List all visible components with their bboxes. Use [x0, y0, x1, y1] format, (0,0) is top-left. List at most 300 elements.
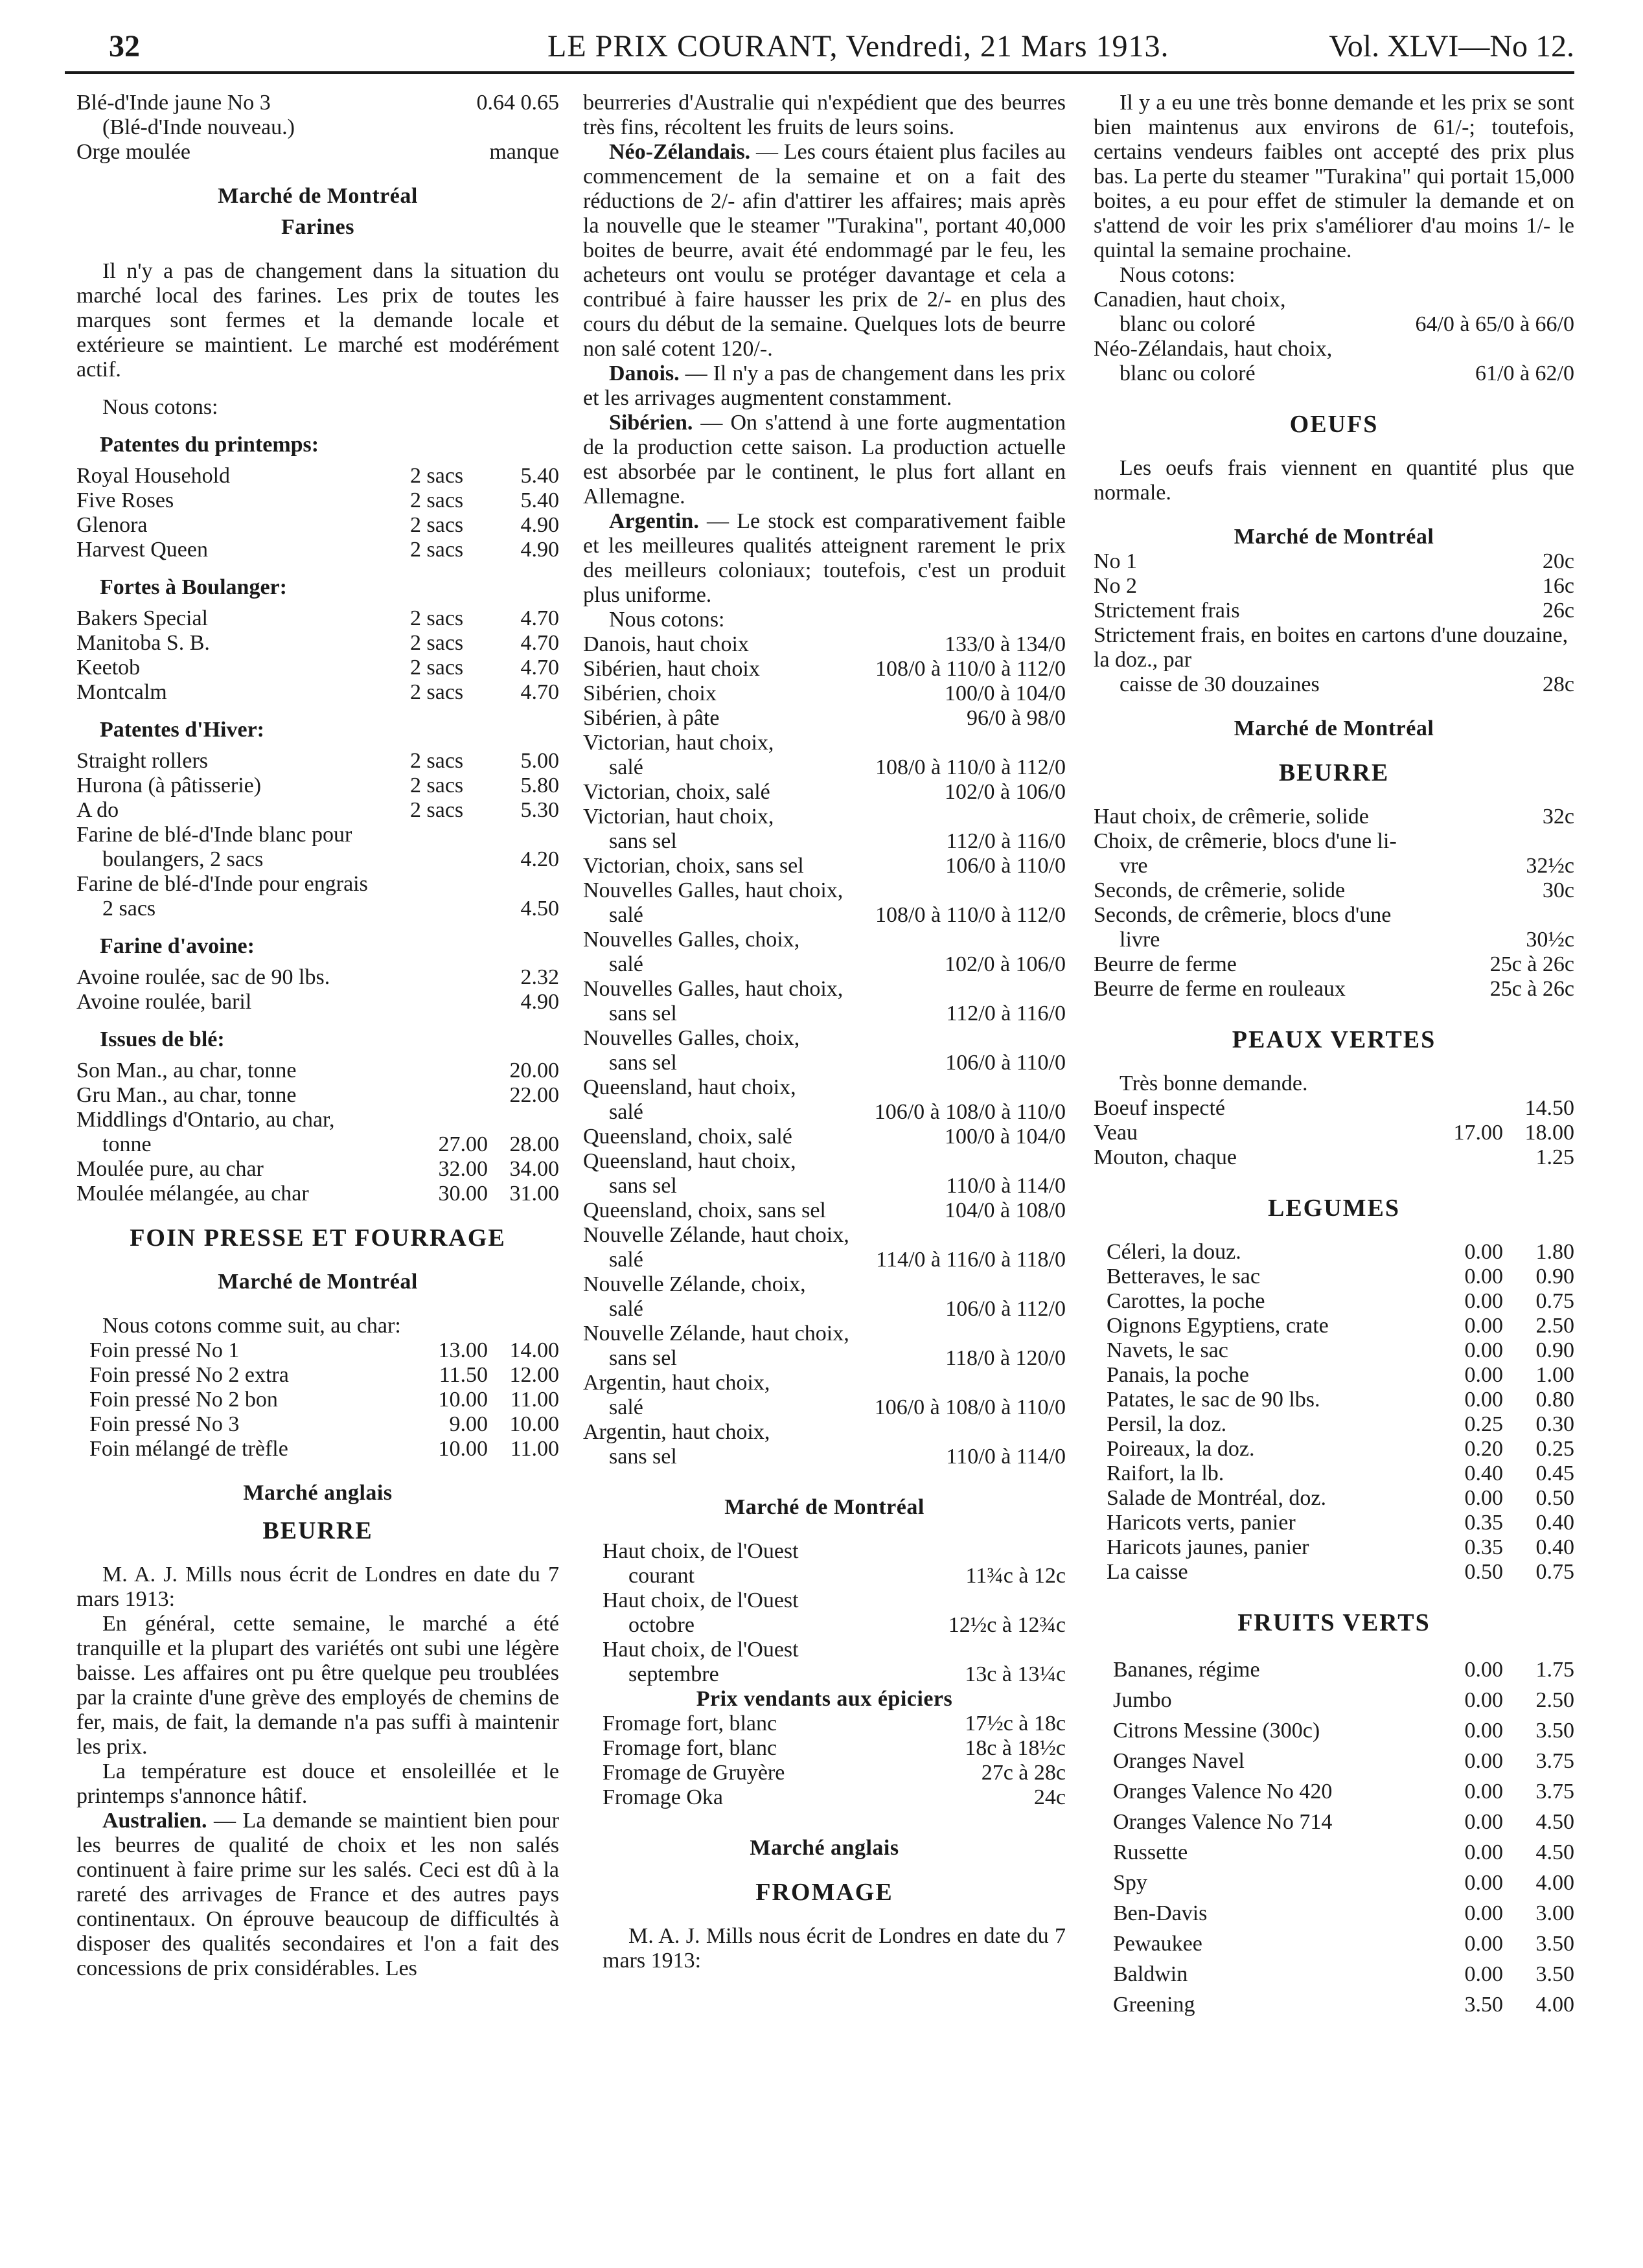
price-high: 0.30 — [1535, 1412, 1574, 1436]
price-row — [583, 682, 1066, 706]
item-name: Son Man., au char, tonne — [76, 1059, 297, 1082]
item-name: Victorian, choix, sans sel — [583, 854, 804, 878]
price-row — [1107, 1511, 1574, 1535]
price-low: 10.00 — [438, 1388, 488, 1412]
item-name: Queensland, haut choix, — [583, 1075, 796, 1099]
grocer-price-list — [583, 1712, 1066, 1810]
price-row — [583, 1026, 1066, 1051]
paragraph: M. A. J. Mills nous écrit de Londres en date du 7 mars 1913: — [76, 1563, 559, 1611]
item-name: vre — [1120, 854, 1148, 878]
item-price: 30c — [1542, 878, 1574, 902]
item-name: salé — [609, 1248, 643, 1272]
price-row — [1113, 1868, 1574, 1898]
price-row — [583, 1174, 1066, 1198]
price-low — [417, 1083, 488, 1108]
column-2 — [583, 91, 1066, 1973]
price-high: 3.50 — [1535, 1932, 1574, 1956]
price-low: 0.00 — [1464, 1338, 1503, 1362]
item-name: Haut choix, de l'Ouest — [603, 1588, 799, 1612]
item-name: sans sel — [609, 1445, 677, 1469]
price-row — [76, 847, 559, 872]
item-name: Ben-Davis — [1113, 1901, 1208, 1925]
price-low: 0.00 — [1464, 1780, 1503, 1804]
section-heading: BEURRE — [1278, 759, 1390, 786]
item-name: salé — [609, 952, 643, 976]
paragraph: Nous cotons: — [609, 608, 725, 632]
item-price: 20c — [1542, 549, 1574, 573]
butter-montreal-list — [1094, 805, 1574, 1002]
price-low: 27.00 — [438, 1132, 488, 1156]
price-high: 28.00 — [509, 1132, 559, 1156]
price-row — [583, 977, 1066, 1002]
price-row — [1094, 549, 1574, 574]
price-low: 0.00 — [1464, 1658, 1503, 1682]
price-row — [76, 656, 559, 680]
item-name: sans sel — [609, 1002, 677, 1025]
item-price: manque — [489, 140, 559, 164]
item-name: Beurre de ferme en rouleaux — [1094, 977, 1346, 1001]
item-name: Orge moulée — [76, 140, 190, 164]
price-row — [76, 965, 559, 990]
item-price: 110/0 à 114/0 — [946, 1174, 1066, 1198]
item-price: 106/0 à 112/0 — [945, 1297, 1066, 1321]
item-name: Foin mélangé de trèfle — [89, 1437, 288, 1461]
price-row — [583, 706, 1066, 731]
item-name: octobre — [628, 1613, 695, 1637]
price-row — [1107, 1265, 1574, 1289]
price-row — [1094, 1096, 1574, 1121]
price-row — [583, 1125, 1066, 1149]
item-name: Glenora — [76, 513, 148, 537]
item-price: 4.70 — [520, 606, 559, 630]
item-name: Néo-Zélandais, haut choix, — [1094, 337, 1333, 361]
price-row — [76, 1182, 559, 1206]
item-name: salé — [609, 1100, 643, 1124]
section-heading: Marché anglais — [750, 1836, 899, 1860]
item-name: La caisse — [1107, 1560, 1188, 1584]
item-name: Blé-d'Inde jaune No 3 — [76, 91, 271, 115]
price-row — [1094, 288, 1574, 312]
price-row — [1094, 928, 1574, 952]
item-unit: 2 sacs — [410, 513, 464, 537]
item-price: 12½c à 12¾c — [948, 1613, 1066, 1637]
section-heading: FOIN PRESSE ET FOURRAGE — [130, 1224, 506, 1252]
price-list-boulanger — [76, 606, 559, 705]
price-row — [1094, 337, 1574, 361]
price-row — [603, 1638, 1066, 1662]
item-price: 24c — [1033, 1785, 1066, 1809]
price-row — [583, 1371, 1066, 1395]
price-low: 0.20 — [1464, 1437, 1503, 1461]
price-row — [76, 1059, 559, 1083]
item-price: 100/0 à 104/0 — [945, 1125, 1066, 1149]
price-low: 0.35 — [1464, 1511, 1503, 1535]
price-low: 0.40 — [1464, 1461, 1503, 1485]
price-high: 4.00 — [1535, 1993, 1574, 2017]
item-price: 17½c à 18c — [965, 1712, 1066, 1735]
item-name: Betteraves, le sac — [1107, 1265, 1260, 1289]
paragraph: Très bonne demande. — [1120, 1071, 1308, 1095]
item-price: 5.80 — [520, 773, 559, 797]
price-low: 0.00 — [1464, 1719, 1503, 1743]
price-row — [583, 780, 1066, 805]
item-name: Fromage fort, blanc — [603, 1712, 777, 1735]
price-row — [76, 606, 559, 631]
section-heading: PEAUX VERTES — [1232, 1026, 1436, 1053]
price-row — [1107, 1289, 1574, 1314]
price-row — [583, 632, 1066, 657]
price-row — [76, 538, 559, 562]
item-name: Danois, haut choix — [583, 632, 749, 656]
price-high: 22.00 — [509, 1083, 559, 1107]
item-name: Argentin, haut choix, — [583, 1371, 770, 1395]
price-high: 1.80 — [1535, 1240, 1574, 1264]
item-unit: 2 sacs — [410, 749, 464, 773]
price-row — [583, 952, 1066, 977]
item-price: 102/0 à 106/0 — [945, 952, 1066, 976]
price-row — [583, 1297, 1066, 1322]
price-row — [1107, 1412, 1574, 1437]
item-price: 18c à 18½c — [965, 1736, 1066, 1760]
item-name: Russette — [1113, 1840, 1188, 1864]
item-name: Victorian, haut choix, — [583, 731, 774, 755]
price-high: 0.25 — [1535, 1437, 1574, 1461]
price-high: 31.00 — [509, 1182, 559, 1206]
item-name: Nouvelles Galles, choix, — [583, 928, 800, 952]
price-row — [603, 1736, 1066, 1761]
item-name: Foin pressé No 1 — [89, 1338, 240, 1362]
item-name: 2 sacs — [102, 897, 156, 921]
price-low: 30.00 — [438, 1182, 488, 1206]
hides-price-list — [1094, 1096, 1574, 1170]
price-high: 4.50 — [1535, 1840, 1574, 1864]
item-name: Sibérien, haut choix — [583, 657, 760, 681]
paragraph — [583, 411, 1066, 509]
top-price-list — [76, 91, 559, 165]
item-name: boulangers, 2 sacs — [102, 847, 264, 871]
price-row — [603, 1564, 1066, 1588]
item-price: 108/0 à 110/0 à 112/0 — [875, 903, 1066, 927]
item-name: Strictement frais, en boites en cartons d'une douzaine, la doz., par — [1094, 623, 1568, 672]
price-list-avoine — [76, 965, 559, 1014]
item-unit: 2 sacs — [410, 606, 464, 630]
price-row — [76, 488, 559, 513]
item-price: 28c — [1542, 672, 1574, 696]
price-high: 11.00 — [510, 1437, 559, 1461]
item-name: Boeuf inspecté — [1094, 1096, 1225, 1120]
item-name: Haut choix, de l'Ouest — [603, 1638, 799, 1662]
item-name: tonne — [102, 1132, 152, 1156]
item-price: 11¾c à 12c — [965, 1564, 1066, 1588]
item-unit: 2 sacs — [410, 464, 464, 488]
price-low: 0.00 — [1464, 1810, 1503, 1834]
item-name: Nouvelle Zélande, haut choix, — [583, 1223, 849, 1247]
item-name: Oignons Egyptiens, crate — [1107, 1314, 1329, 1338]
price-low: 0.00 — [1464, 1932, 1503, 1956]
item-name: salé — [609, 1395, 643, 1419]
item-name: Argentin, haut choix, — [583, 1420, 770, 1444]
item-price: 5.40 — [520, 464, 559, 488]
price-row — [603, 1662, 1066, 1687]
paragraph: Nous cotons: — [102, 395, 218, 419]
item-name: Farine de blé-d'Inde blanc pour — [76, 823, 352, 847]
item-name: Nouvelle Zélande, haut choix, — [583, 1322, 849, 1346]
price-high: 0.75 — [1535, 1289, 1574, 1313]
item-price: 4.90 — [520, 513, 559, 537]
price-row — [76, 1108, 559, 1132]
item-name: sans sel — [609, 1346, 677, 1370]
item-name: Salade de Montréal, doz. — [1107, 1486, 1326, 1510]
item-name: Pewaukee — [1113, 1932, 1202, 1956]
price-row — [76, 115, 559, 140]
price-high: 2.50 — [1535, 1314, 1574, 1338]
price-row — [1094, 361, 1574, 386]
item-price: 106/0 à 110/0 — [945, 854, 1066, 878]
price-row — [603, 1588, 1066, 1613]
item-name: Poireaux, la doz. — [1107, 1437, 1255, 1461]
item-name: Foin pressé No 2 extra — [89, 1363, 289, 1387]
price-row — [1107, 1486, 1574, 1511]
item-name: Baldwin — [1113, 1962, 1188, 1986]
item-price: 30½c — [1526, 928, 1574, 952]
item-unit: 2 sacs — [410, 798, 464, 822]
price-row — [76, 823, 559, 847]
item-price: 13c à 13¼c — [965, 1662, 1066, 1686]
price-row — [1094, 1145, 1574, 1170]
item-price: 27c à 28c — [981, 1761, 1066, 1785]
price-row — [1094, 977, 1574, 1002]
item-name: Nouvelles Galles, choix, — [583, 1026, 800, 1050]
price-row — [583, 1346, 1066, 1371]
price-high: 3.75 — [1535, 1780, 1574, 1804]
section-heading: Marché de Montréal — [218, 184, 418, 208]
price-low — [417, 1059, 488, 1083]
item-price: 5.40 — [520, 488, 559, 512]
item-name: Jumbo — [1113, 1688, 1172, 1712]
price-low — [1432, 1145, 1503, 1170]
price-high: 0.90 — [1535, 1265, 1574, 1289]
price-row — [1107, 1388, 1574, 1412]
page-number: 32 — [109, 29, 140, 63]
item-name: Foin pressé No 2 bon — [89, 1388, 278, 1412]
price-list-foin — [76, 1338, 559, 1461]
price-low: 0.00 — [1464, 1363, 1503, 1387]
paragraph-text: — Il n'y a pas de changement dans les prix et les arrivages augmentent constamment. — [583, 361, 1066, 410]
price-row — [583, 1149, 1066, 1174]
paragraph — [583, 140, 1066, 361]
item-name: livre — [1120, 928, 1160, 952]
item-name: Farine de blé-d'Inde pour engrais — [76, 872, 368, 896]
item-name: Avoine roulée, baril — [76, 990, 252, 1014]
item-price: 110/0 à 114/0 — [946, 1445, 1066, 1469]
section-heading: BEURRE — [262, 1517, 373, 1544]
price-row — [76, 1157, 559, 1182]
item-price: 32c — [1542, 805, 1574, 829]
item-name: Haut choix, de crêmerie, solide — [1094, 805, 1369, 829]
price-row — [1094, 312, 1574, 337]
price-row — [76, 631, 559, 656]
item-price: 5.30 — [520, 798, 559, 822]
price-row — [603, 1712, 1066, 1736]
item-name: Queensland, choix, salé — [583, 1125, 792, 1149]
paragraph: Nous cotons comme suit, au char: — [102, 1314, 401, 1338]
price-low: 0.25 — [1464, 1412, 1503, 1436]
item-name: Nouvelle Zélande, choix, — [583, 1272, 806, 1296]
item-name: (Blé-d'Inde nouveau.) — [102, 115, 295, 139]
section-heading: LEGUMES — [1267, 1195, 1401, 1222]
price-row — [76, 464, 559, 488]
item-name: Moulée mélangée, au char — [76, 1182, 309, 1206]
item-price: 106/0 à 110/0 — [945, 1051, 1066, 1075]
price-row — [1113, 1715, 1574, 1746]
price-high: 0.90 — [1535, 1338, 1574, 1362]
item-price: 108/0 à 110/0 à 112/0 — [875, 755, 1066, 779]
item-price: 114/0 à 116/0 à 118/0 — [876, 1248, 1066, 1272]
price-row — [1094, 952, 1574, 977]
item-name: Keetob — [76, 656, 141, 680]
price-high: 12.00 — [509, 1363, 559, 1387]
item-name: Queensland, haut choix, — [583, 1149, 796, 1173]
item-name: Nouvelles Galles, haut choix, — [583, 878, 844, 902]
price-low: 9.00 — [449, 1412, 488, 1436]
paragraph — [583, 509, 1066, 608]
item-price: 5.00 — [520, 749, 559, 773]
item-name: Harvest Queen — [76, 538, 208, 562]
price-row — [1094, 599, 1574, 623]
price-row — [1094, 672, 1574, 697]
item-price: 4.90 — [520, 538, 559, 562]
item-name: Five Roses — [76, 488, 174, 512]
section-heading: Marché anglais — [243, 1481, 393, 1505]
price-row — [76, 1083, 559, 1108]
paragraph-lead: Néo-Zélandais. — [609, 140, 751, 164]
price-row — [1094, 574, 1574, 599]
sub-heading: Patentes du printemps: — [100, 433, 319, 457]
price-row — [583, 1395, 1066, 1420]
item-name: blanc ou coloré — [1120, 361, 1256, 385]
item-price: 133/0 à 134/0 — [945, 632, 1066, 656]
item-name: Oranges Valence No 714 — [1113, 1810, 1333, 1834]
price-row — [1107, 1240, 1574, 1265]
item-price: 108/0 à 110/0 à 112/0 — [875, 657, 1066, 681]
price-row — [1113, 1898, 1574, 1929]
paragraph-text: — Le stock est comparativement faible et les meilleures qualités atteignent rarement le prix des meilleurs coloniaux; toutefois, c'est un produit plus uniforme. — [583, 509, 1066, 607]
volume-number: Vol. XLVI—No 12. — [1329, 29, 1574, 63]
price-high: 2.50 — [1535, 1688, 1574, 1712]
item-name: Gru Man., au char, tonne — [76, 1083, 297, 1107]
item-name: Haricots jaunes, panier — [1107, 1535, 1309, 1559]
item-price: 26c — [1542, 599, 1574, 623]
price-high: 4.50 — [1535, 1810, 1574, 1834]
item-name: Persil, la doz. — [1107, 1412, 1227, 1436]
price-low — [1432, 1096, 1503, 1121]
price-row — [583, 878, 1066, 903]
price-row — [583, 1075, 1066, 1100]
item-name: Queensland, choix, sans sel — [583, 1198, 826, 1222]
item-price: 2.32 — [520, 965, 559, 989]
item-name: Fromage Oka — [603, 1785, 724, 1809]
price-row — [583, 1051, 1066, 1075]
item-name: Hurona (à pâtisserie) — [76, 773, 262, 797]
price-row — [89, 1338, 559, 1363]
paragraph-text: — La demande se maintient bien pour les beurres de qualité de choix et les non salés continuent à faire prime sur les salés. Ceci est dû à la rareté des arrivages de France et des autres pays continentaux. On éprouve beaucoup de difficultés à disposer des qualités secondaires et l'on a fait des concessions de prix considérables. Les — [76, 1809, 559, 1980]
price-row — [583, 854, 1066, 878]
item-name: Royal Household — [76, 464, 231, 488]
price-row — [1107, 1363, 1574, 1388]
price-high: 0.75 — [1535, 1560, 1574, 1584]
price-high: 1.25 — [1535, 1145, 1574, 1169]
item-name: Céleri, la douz. — [1107, 1240, 1241, 1264]
price-row — [89, 1388, 559, 1412]
item-name: Haricots verts, panier — [1107, 1511, 1296, 1535]
paragraph: beurreries d'Australie qui n'expédient que des beurres très fins, récoltent les fruits de leurs soins. — [583, 91, 1066, 139]
section-heading: Farines — [281, 215, 355, 239]
price-row — [583, 755, 1066, 780]
item-name: No 1 — [1094, 549, 1138, 573]
item-name: Victorian, choix, salé — [583, 780, 770, 804]
item-name: Mouton, chaque — [1094, 1145, 1237, 1169]
price-row — [603, 1539, 1066, 1564]
item-price: 96/0 à 98/0 — [967, 706, 1066, 730]
paragraph-lead: Australien. — [102, 1809, 207, 1833]
item-name: Manitoba S. B. — [76, 631, 210, 655]
section-heading: FRUITS VERTS — [1237, 1609, 1430, 1636]
price-row — [583, 805, 1066, 829]
price-high: 34.00 — [509, 1157, 559, 1181]
paragraph-lead: Argentin. — [609, 509, 699, 533]
item-price: 32½c — [1526, 854, 1574, 878]
item-name: Fromage de Gruyère — [603, 1761, 785, 1785]
item-price: 104/0 à 108/0 — [945, 1198, 1066, 1222]
item-name: sans sel — [609, 1051, 677, 1075]
price-row — [583, 1322, 1066, 1346]
item-name: Sibérien, à pâte — [583, 706, 720, 730]
price-row — [76, 897, 559, 921]
item-price: 112/0 à 116/0 — [946, 829, 1066, 853]
item-name: Straight rollers — [76, 749, 209, 773]
price-high: 3.00 — [1535, 1901, 1574, 1925]
price-row — [89, 1412, 559, 1437]
price-row — [76, 872, 559, 897]
item-name: Beurre de ferme — [1094, 952, 1237, 976]
item-unit: 2 sacs — [410, 680, 464, 704]
price-row — [583, 1100, 1066, 1125]
price-row — [1113, 1655, 1574, 1685]
price-row — [1113, 1959, 1574, 1989]
item-name: Fromage fort, blanc — [603, 1736, 777, 1760]
item-price: 4.70 — [520, 656, 559, 680]
price-low: 0.00 — [1464, 1901, 1503, 1925]
section-heading: Marché de Montréal — [1234, 525, 1434, 549]
price-row — [76, 798, 559, 823]
price-low: 0.00 — [1464, 1749, 1503, 1773]
price-row — [583, 1002, 1066, 1026]
price-list-printemps — [76, 464, 559, 562]
item-price: 106/0 à 108/0 à 110/0 — [874, 1395, 1066, 1419]
item-name: Canadien, haut choix, — [1094, 288, 1286, 312]
item-unit: 2 sacs — [410, 656, 464, 680]
egg-price-list — [1094, 549, 1574, 697]
item-price: 25c à 26c — [1489, 977, 1574, 1001]
price-row — [583, 731, 1066, 755]
item-price: 0.64 0.65 — [476, 91, 559, 115]
price-row — [1113, 1837, 1574, 1868]
price-row — [89, 1437, 559, 1461]
item-unit: 2 sacs — [410, 488, 464, 512]
item-name: salé — [609, 903, 643, 927]
paragraph: Nous cotons: — [1120, 263, 1235, 287]
sub-heading: Farine d'avoine: — [100, 934, 255, 958]
